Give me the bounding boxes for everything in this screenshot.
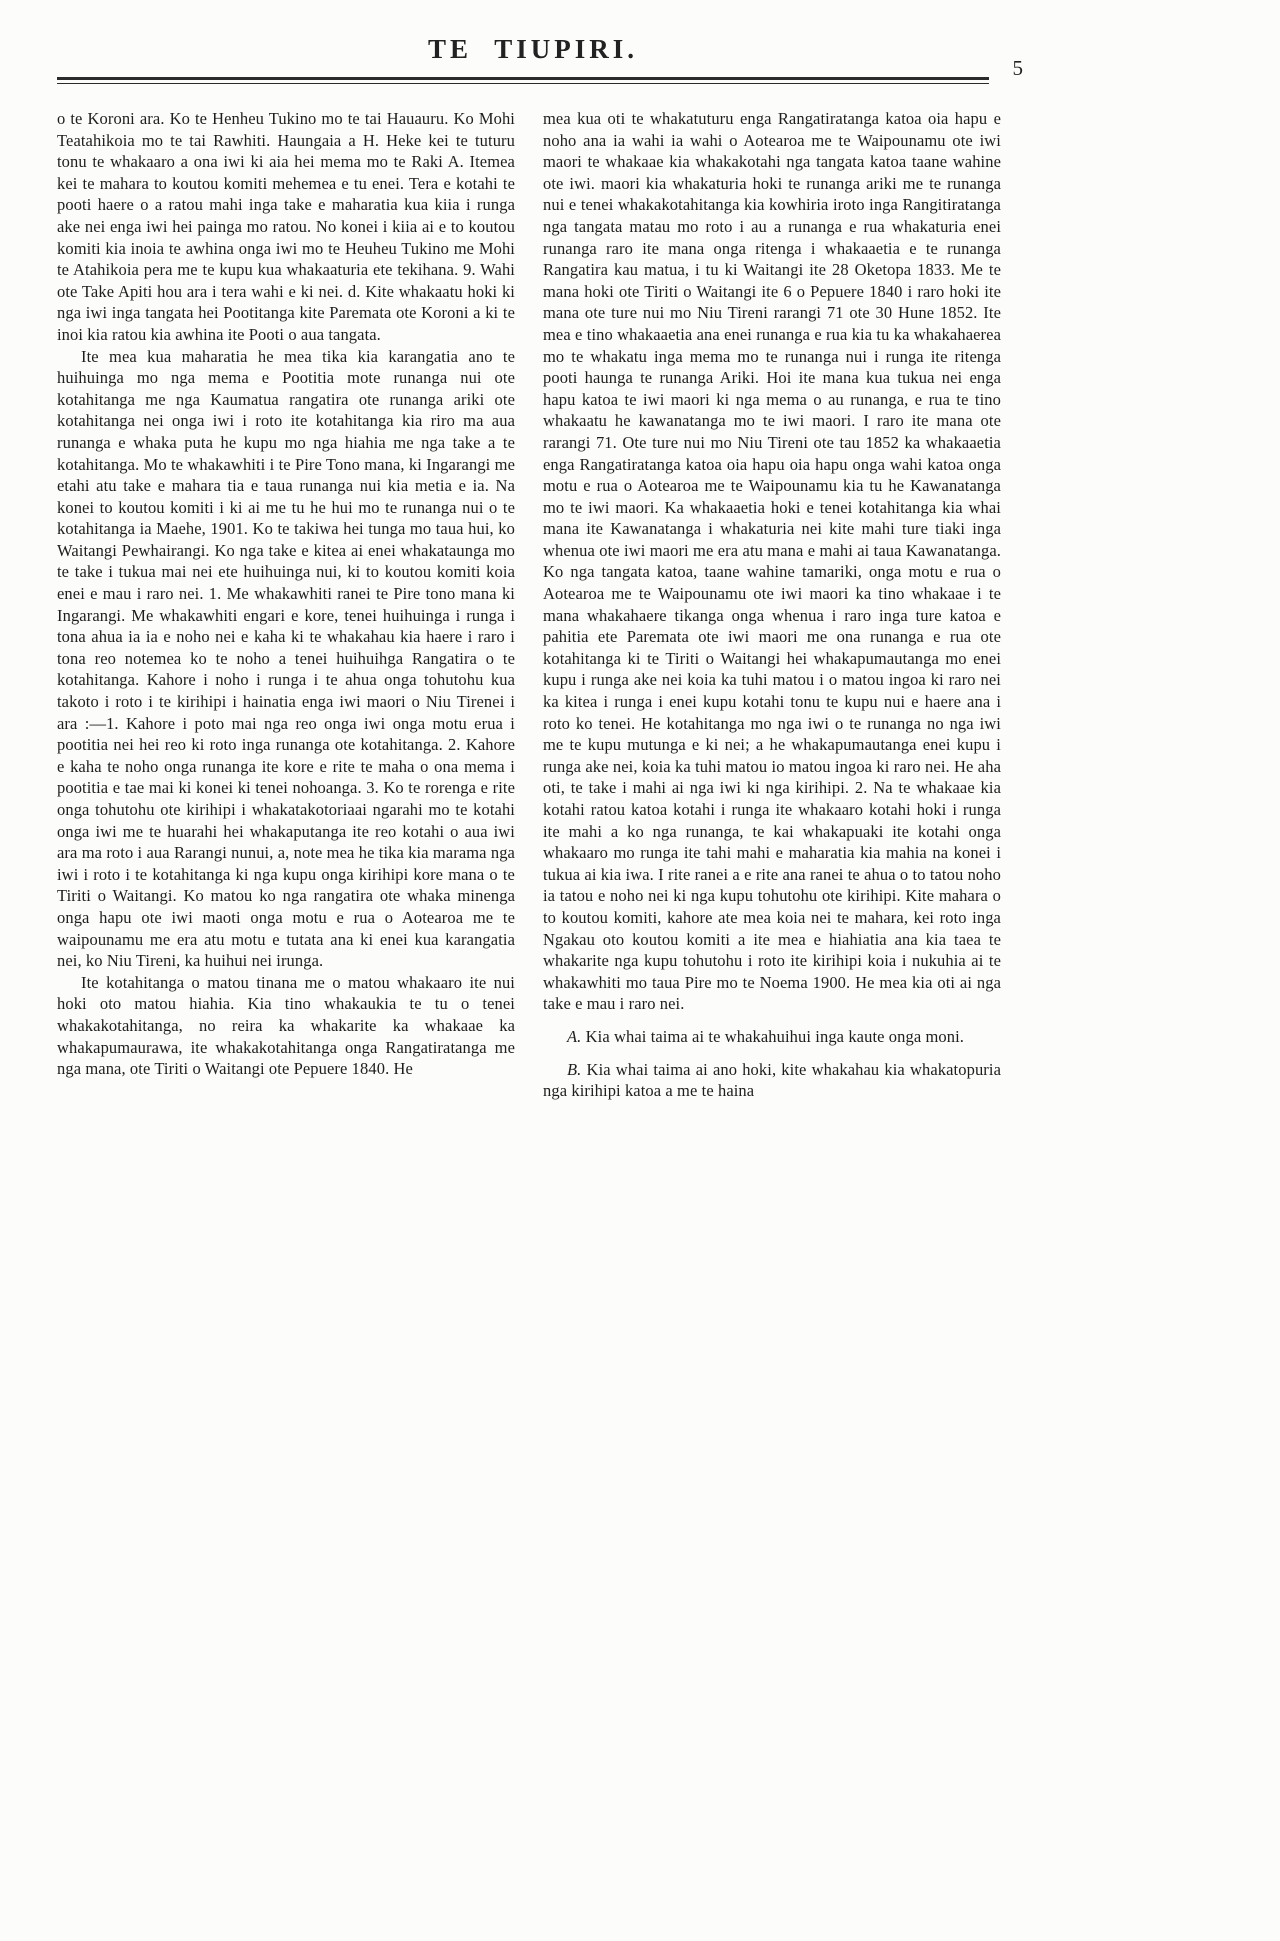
- list-item: [543, 1026, 1001, 1048]
- text-columns: [57, 108, 1009, 1102]
- item-text: Kia whai taima ai ano hoki, kite whakahau kia whakatopuria nga kirihipi katoa a me te haina: [543, 1059, 1001, 1101]
- header-double-rule: [57, 77, 989, 84]
- item-label: A.: [567, 1026, 582, 1046]
- page-number: 5: [1012, 56, 1023, 80]
- paragraph: Ite kotahitanga o matou tinana me o matou whakaaro ite nui hoki oto matou hiahia. Kia tino whakaukia te tu o tenei whakakotahitanga, no reira ka whakarite ka whakaae ka whakapumaurawa, ite whakakotahitanga onga Rangatiratanga me nga mana, ote Tiriti o Waitangi ote Pepuere 1840. He: [57, 972, 515, 1079]
- list-item: [543, 1059, 1001, 1102]
- item-text: Kia whai taima ai te whakahuihui inga kaute onga moni.: [585, 1026, 965, 1046]
- masthead-title: TE TIUPIRI.: [427, 34, 639, 64]
- item-label: B.: [567, 1059, 582, 1079]
- left-column: [57, 108, 515, 1102]
- paragraph: Ite mea kua maharatia he mea tika kia karangatia ano te huihuinga mo nga mema e Pootitia mote runanga nui ote kotahitanga me nga Kaumatua rangatira ote runanga ariki ote kotahitanga nei onga iwi i roto ite kotahitanga kia riro ma aua runanga e whaka puta he kupu mo nga hiahia me nga take a te kotahitanga. Mo te whakawhiti i te Pire Tono mana, ki Ingarangi me etahi atu take e mahara tia e taua runanga nui kia metia e ia. Na konei to koutou komiti i ki ai me tu he hui mo te runanga nui o te kotahitanga ia Maehe, 1901. Ko te takiwa hei tunga mo taua hui, ko Waitangi Pewhairangi. Ko nga take e kitea ai enei whakataunga mo te take i tukua mai nei ete huihuinga nui, ki to koutou komiti koia enei e mau i raro nei. 1. Me whakawhiti ranei te Pire tono mana ki Ingarangi. Me whakawhiti engari e kore, tenei huihuinga i runga i tona ahua ia ia e noho nei e kaha ki te whakahau kia haere i raro i tona reo notemea ko te noho a tenei huihuihga Rangatira o te kotahitanga. Kahore i noho i runga i te ahua onga tohutohu kua takoto i roto i te kirihipi i hainatia enga iwi maori o Niu Tirenei i ara :—1. Kahore i poto mai nga reo onga iwi onga motu erua i pootitia nei hei reo ki roto inga runanga ote kotahitanga. 2. Kahore e kaha te noho onga runanga ite kore e rite te maha o ona mema i pootitia e tae mai ki konei ki tenei nohoanga. 3. Ko te rorenga e rite onga tohutohu ote kirihipi i whakatakotoriaai ngarahi mo te kotahi onga iwi me te huarahi hei whakaputanga ite reo kotahi o aua iwi ara ma roto i aua Rarangi nunui, a, note mea he tika kia marama nga iwi i roto i te kotahitanga ki nga kupu onga kirihipi kore mana o te Tiriti o Waitangi. Ko matou ko nga rangatira ote whaka minenga onga hapu ote iwi maoti onga motu e rua o Aotearoa me te waipounamu me era atu motu e tutata ana ki enei kua karangatia nei, ko Niu Tireni, ka huihui nei irunga.: [57, 346, 515, 971]
- paragraph-continuation: mea kua oti te whakatuturu enga Rangatiratanga katoa oia hapu e noho ana ia wahi ia wahi o Aotearoa me te Waipounamu ote iwi maori te whakaae kia whakakotahi nga tangata katoa taane wahine ote iwi. maori kia whakaturia hoki te runanga ariki me te runanga nui e tenei whakakotahitanga kia kowhiria iroto inga Rangitiratanga nga tangata matau mo roto i au a runanga e rua whakaturia enei runanga raro ite mana onga ritenga i whakaaetia e te runanga Rangatira kau matua, i tu ki Waitangi ite 28 Oketopa 1833. Me te mana hoki ote Tiriti o Waitangi ite 6 o Pepuere 1840 i raro hoki ite mana ote ture nui mo Niu Tireni rarangi 71 ote 30 Hune 1852. Ite mea e tino whakaaetia ana enei runanga e rua kia tu ka whakahaerea mo te whakatu inga mema mo te runanga nui i runga ite ritenga pooti haunga te runanga Ariki. Hoi ite mana kua tukua nei enga hapu katoa te iwi maori ki nga mema o au runanga, e rua te tino whakaatu he kawanatanga mo te iwi maori. I raro ite mana ote rarangi 71. Ote ture nui mo Niu Tireni ote tau 1852 ka whakaaetia enga Rangatiratanga katoa oia hapu oia hapu onga wahi katoa onga motu e rua o Aotearoa me te Waipounamu kia tu he Kawanatanga mo te iwi maori. Ka whakaaetia hoki e tenei kotahitanga kia whai mana ite Kawanatanga i whakaturia nei kite mahi ture tiaki inga whenua ote iwi maori me era atu mana e mahi ai taua Kawanatanga. Ko nga tangata katoa, taane wahine tamariki, onga motu e rua o Aotearoa me te Waipounamu ote iwi maori ka tino whakaae i te mana whakahaere tikanga onga whenua i raro inga ture katoa e pahitia ete Paremata ote iwi maori me ona runanga e rua ote kotahitanga ki te Tiriti o Waitangi hei whakapumautanga mo enei kupu i runga ake nei koia ka tuhi matou i o matou ingoa ki raro nei ka kitea i runga i enei kupu kotahi tonu te kupu nui e haere ana i roto ko tenei. He kotahitanga mo nga iwi o te runanga no nga iwi me te kupu mutunga e ki nei; a he whakapumautanga enei kupu i runga ake nei, koia ka tuhi matou io matou ingoa ki raro nei. He aha oti, te take i mahi ai nga iwi ki nga kirihipi. 2. Na te whakaae kia kotahi ratou katoa kotahi i runga ite whakaaro kotahi hoki i runga ite mahi a ko nga runanga, te kai whakapuaki ite kotahi onga whakaaro mo runga ite tahi mahi e maharatia kia mahia na konei i tukua ai kia iwa. I rite ranei a e rite ana ranei te ahua o to tatou noho ia tatou e noho nei ki nga kupu tohutohu ote kirihipi. Kite mahara o to koutou komiti, kahore ate mea koia nei te mahara, kei roto inga Ngakau oto koutou komiti a ite mea e hiahiatia ana kia taea te whakarite nga kupu tohutohu i roto ite kirihipi koia i nukuhia ai te whakawhiti mo taua Pire mo te Noema 1900. He mea kia oti ai nga take e mau i raro nei.: [543, 109, 1001, 1014]
- page-header: [57, 34, 1023, 84]
- right-column: [543, 108, 1001, 1102]
- page-content: [57, 34, 1023, 1102]
- paragraph-continuation: o te Koroni ara. Ko te Henheu Tukino mo te tai Hauauru. Ko Mohi Teatahikoia mo te tai Rawhiti. Haungaia a H. Heke kei te tuturu tonu te whakaaro a ona iwi ki aia hei mema mo te Raki A. Itemea kei te mahara to koutou komiti mehemea e tu enei. Tera e kotahi te pooti haere o a ratou mahi inga take e maharatia kua kiia i runga ake nei enga iwi hei painga mo ratou. No konei i kiia ai e to koutou komiti kia inoia te awhina onga iwi mo te Heuheu Tukino me Mohi te Atahikoia pera me te kupu kua whakaaturia ete tekihana. 9. Wahi ote Take Apiti hou ara i tera wahi e ki nei. d. Kite whakaatu hoki ki nga iwi inga tangata hei Pootitanga kite Paremata ote Koroni a ki te inoi kia ratou kia awhina ite Pooti o aua tangata.: [57, 109, 515, 344]
